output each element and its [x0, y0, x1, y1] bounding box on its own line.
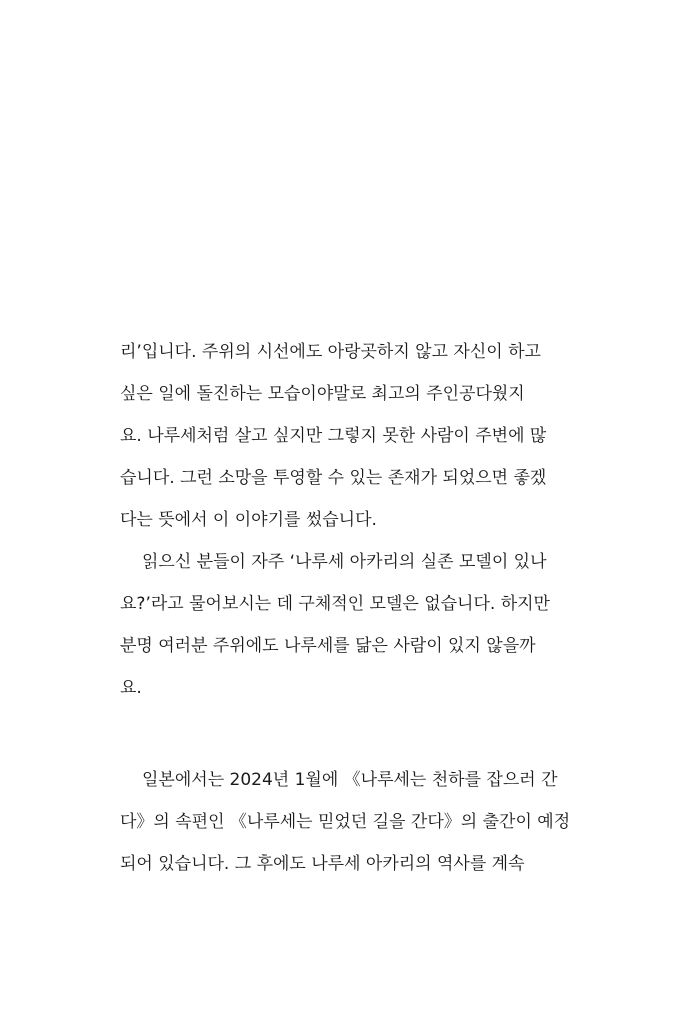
text-line: 요?’라고 물어보시는 데 구체적인 모델은 없습니다. 하지만 [120, 594, 550, 614]
text-line: 습니다. 그런 소망을 투영할 수 있는 존재가 되었으면 좋겠 [120, 468, 547, 488]
text-line: 분명 여러분 주위에도 나루세를 닮은 사람이 있지 않을까 [120, 636, 536, 656]
text-line: 읽으신 분들이 자주 ‘나루세 아카리의 실존 모델이 있나 [142, 552, 547, 572]
text-line: 리’입니다. 주위의 시선에도 아랑곳하지 않고 자신이 하고 [120, 342, 541, 362]
text-line: 요. [120, 678, 142, 698]
text-line: 일본에서는 2024년 1월에 《나루세는 천하를 잡으러 간 [142, 770, 558, 790]
text-line: 요. 나루세처럼 살고 싶지만 그렇지 못한 사람이 주변에 많 [120, 426, 547, 446]
text-line: 다는 뜻에서 이 이야기를 썼습니다. [120, 510, 377, 530]
text-line: 되어 있습니다. 그 후에도 나루세 아카리의 역사를 계속 [120, 854, 525, 874]
text-line: 싶은 일에 돌진하는 모습이야말로 최고의 주인공다웠지 [120, 384, 525, 404]
text-line: 다》의 속편인 《나루세는 믿었던 길을 간다》의 출간이 예정 [120, 812, 571, 832]
